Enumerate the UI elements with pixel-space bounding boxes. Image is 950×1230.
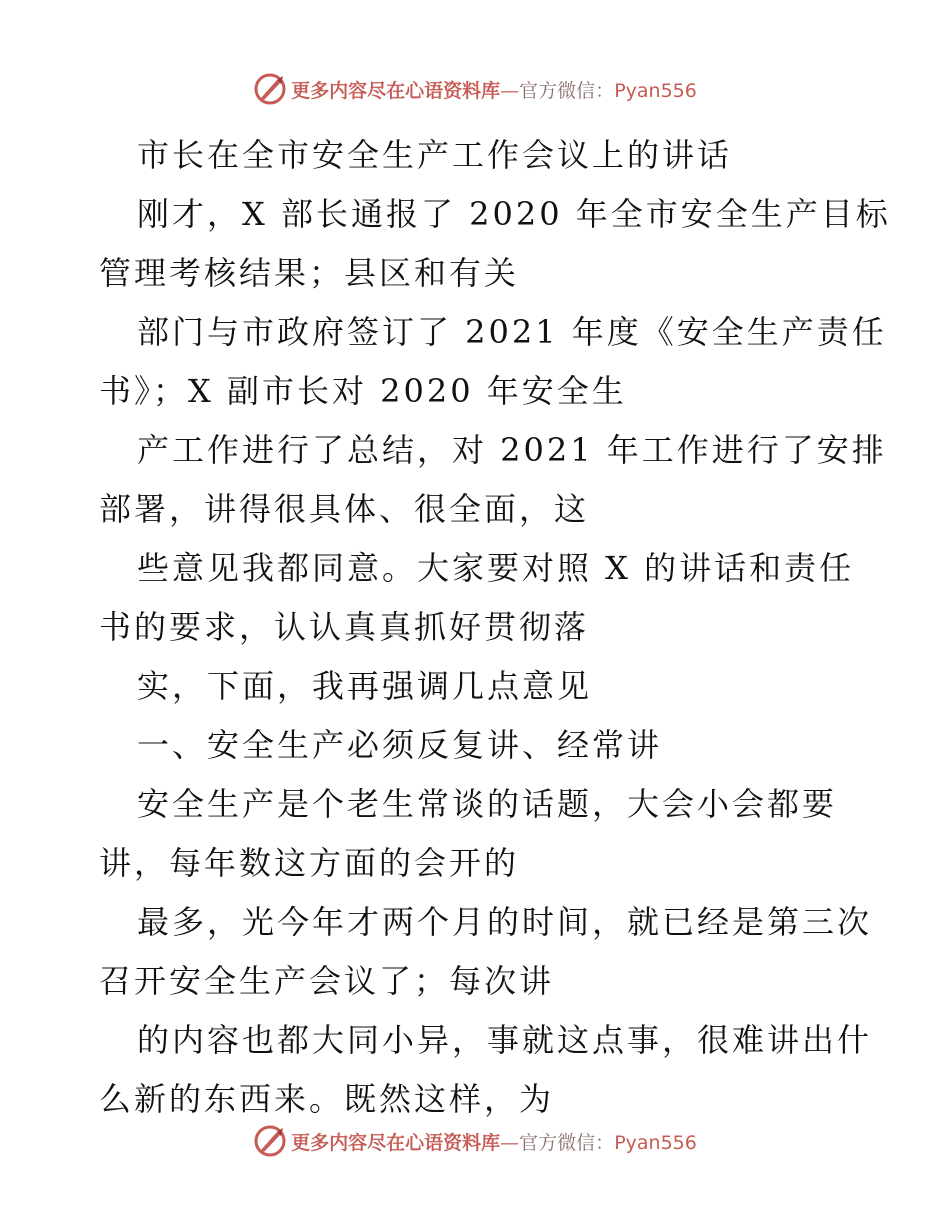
text-line: 部署，讲得很具体、很全面，这 (99, 490, 590, 528)
header-watermark (0, 72, 950, 106)
section-heading: 一、安全生产必须反复讲、经常讲 (137, 726, 663, 764)
text-line: 部门与市政府签订了 2021 年度《安全生产责任 (137, 313, 887, 351)
text-line: 市长在全市安全生产工作会议上的讲话 (137, 136, 733, 174)
footer-watermark (0, 1124, 950, 1158)
quill-logo-icon (253, 1124, 287, 1158)
text-line: 实，下面，我再强调几点意见 (137, 667, 593, 705)
text-line: 的内容也都大同小异，事就这点事，很难讲出什 (137, 1021, 873, 1059)
text-line: 管理考核结果；县区和有关 (99, 254, 520, 292)
quill-logo-icon (253, 72, 287, 106)
text-line: 刚才，X 部长通报了 2020 年全市安全生产目标 (137, 195, 891, 233)
document-body (99, 126, 891, 1129)
text-line: 产工作进行了总结，对 2021 年工作进行了安排 (137, 431, 887, 469)
watermark-text: 更多内容尽在心语资料库—官方微信：Pyan556 (291, 1131, 697, 1154)
text-line: 书的要求，认认真真抓好贯彻落 (99, 608, 590, 646)
watermark-text: 更多内容尽在心语资料库—官方微信：Pyan556 (291, 79, 697, 102)
text-line: 么新的东西来。既然这样，为 (99, 1080, 555, 1118)
text-line: 些意见我都同意。大家要对照 X 的讲话和责任 (137, 549, 855, 587)
text-line: 讲，每年数这方面的会开的 (99, 844, 520, 882)
text-line: 召开安全生产会议了；每次讲 (99, 962, 555, 1000)
text-line: 最多，光今年才两个月的时间，就已经是第三次 (137, 903, 873, 941)
text-line: 安全生产是个老生常谈的话题，大会小会都要 (137, 785, 838, 823)
text-line: 书》；X 副市长对 2020 年安全生 (99, 372, 627, 410)
